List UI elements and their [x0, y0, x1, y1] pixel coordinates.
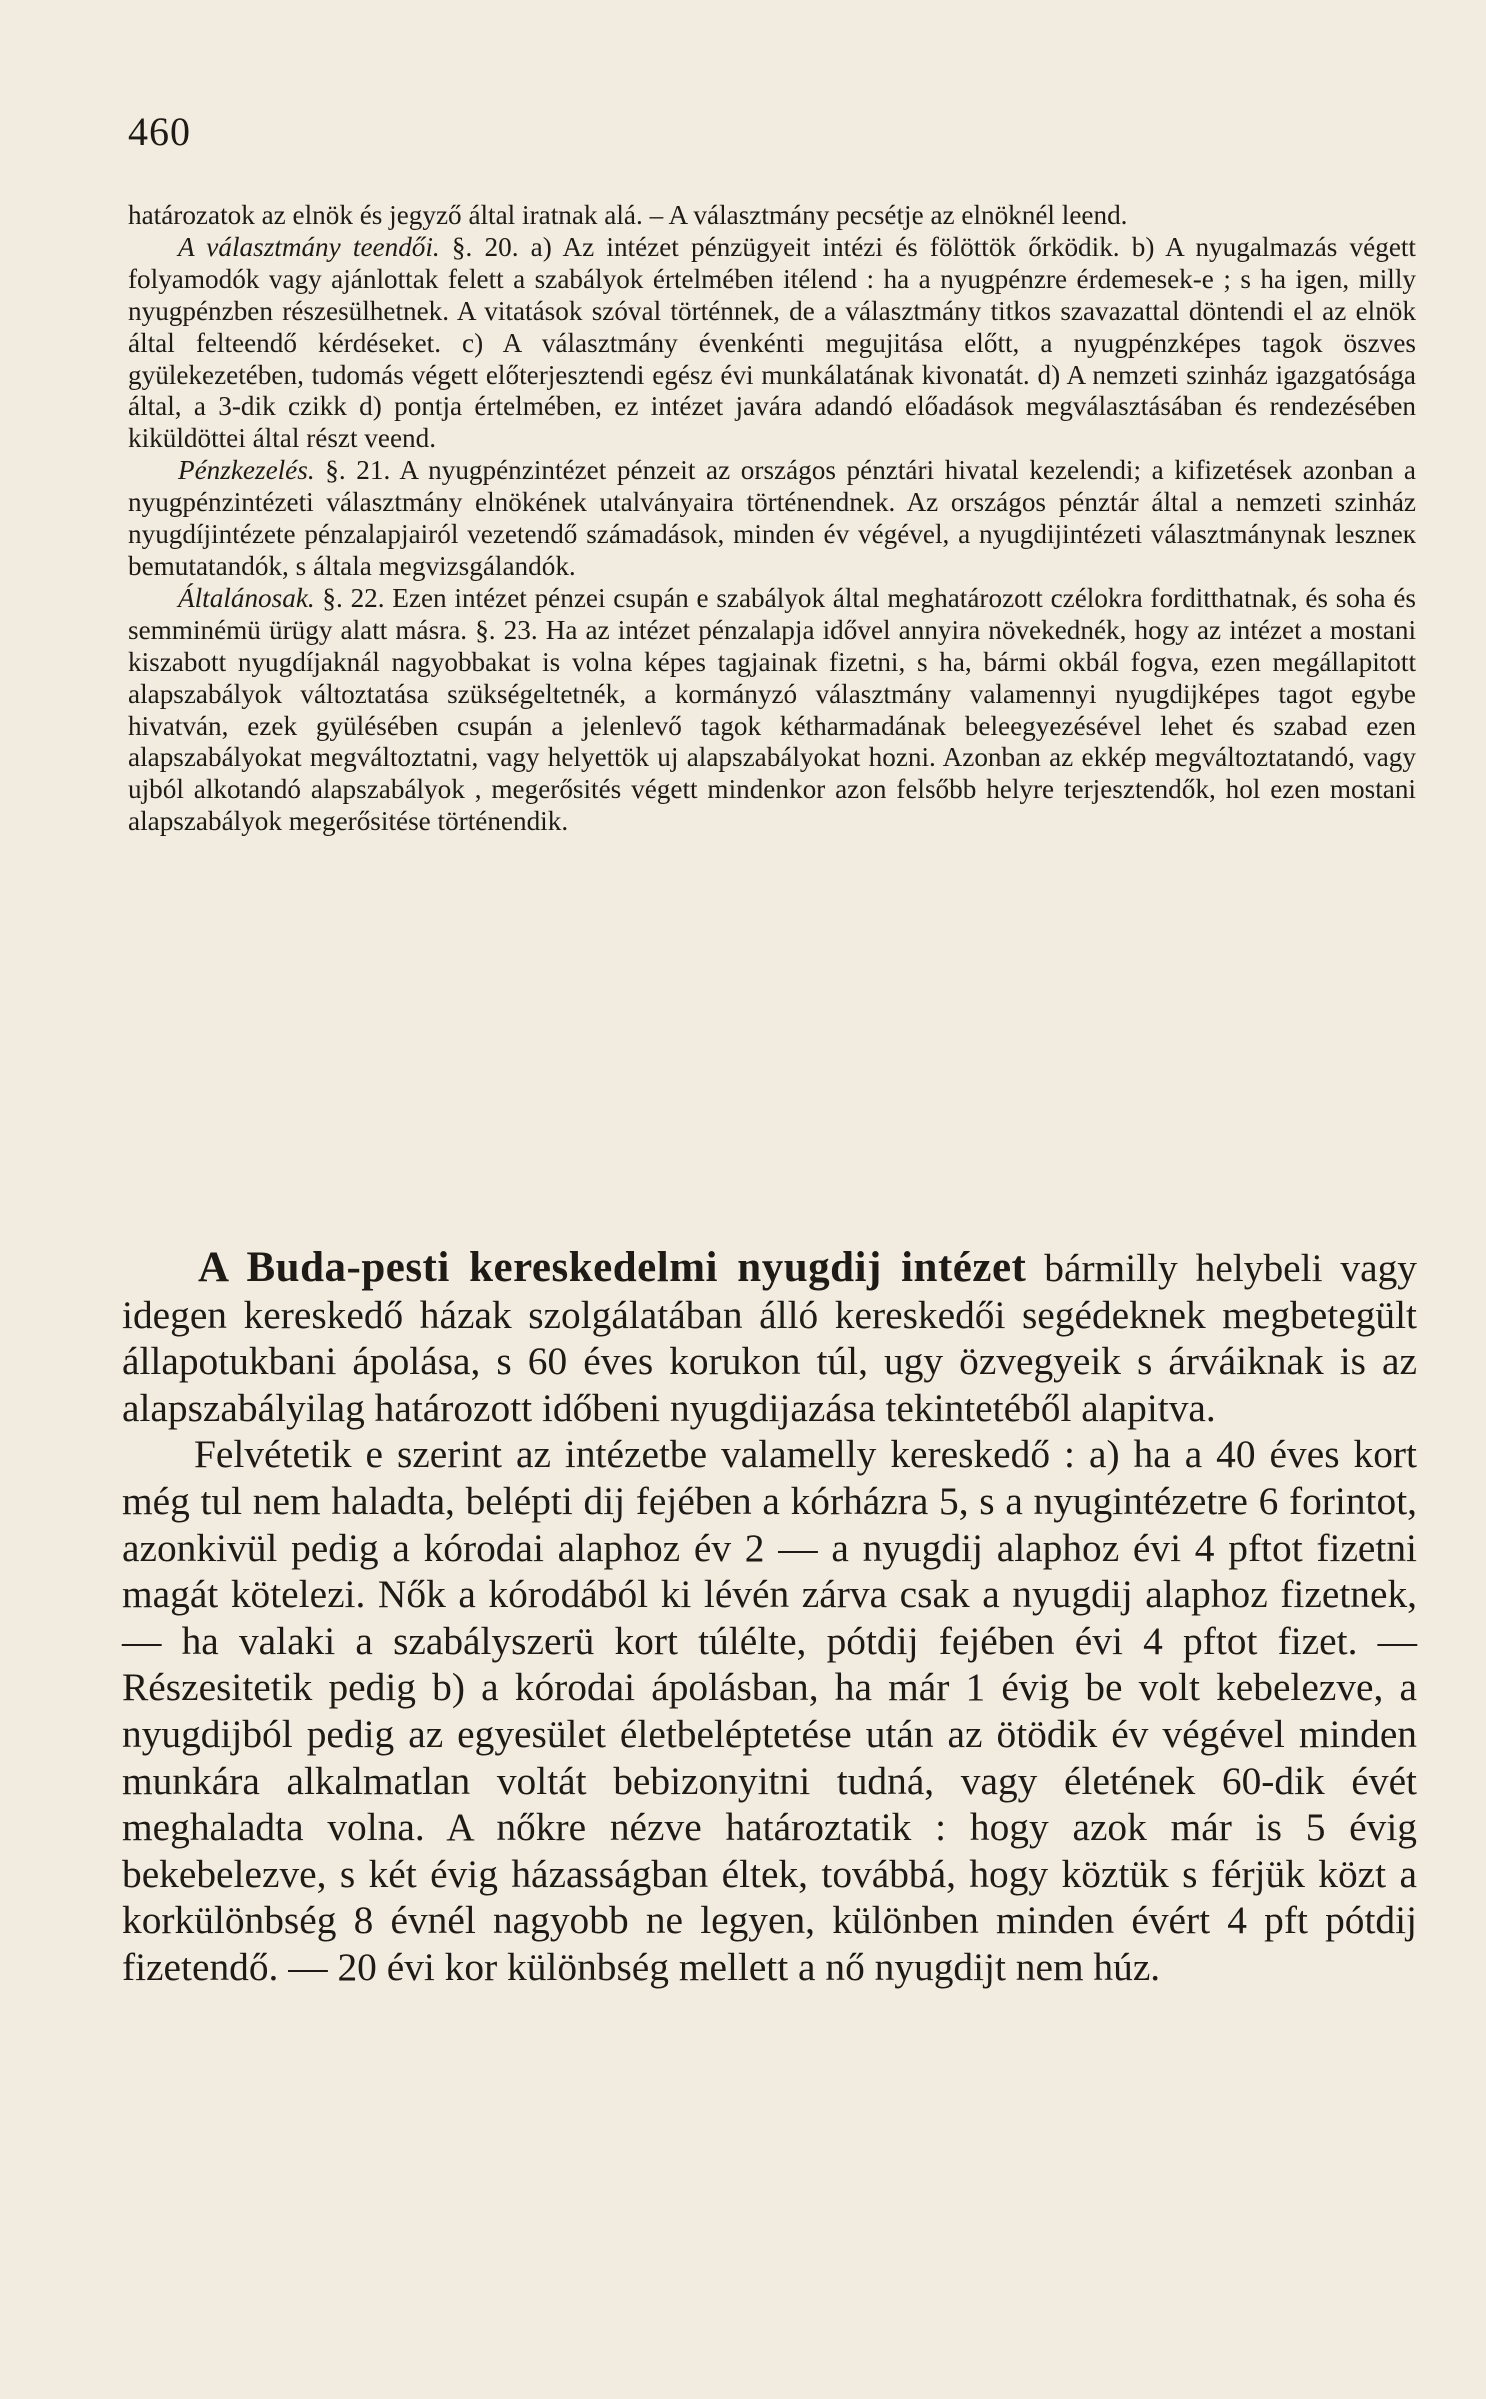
- section-lead-italic: Általánosak.: [178, 582, 315, 613]
- paragraph-admission-terms: [122, 1431, 1417, 1990]
- institute-heading: A Buda-pesti kereskedelmi nyugdij intézet: [198, 1244, 1027, 1291]
- paragraph-text: határozatok az elnök és jegyző által iratnak alá. – A választmány pecsétje az elnöknél leend.: [128, 200, 1128, 230]
- paragraph-text: §. 22. Ezen intézet pénzei csupán e szabályok által meghatározott czélokra forditthatnak, és soha és semminémü ürügy alatt másra. §. 23. Ha az intézet pénzalapja idővel annyira növekednék, hogy az intézet a mostani kiszabott nyugdíjaknál nagyobbakat is volna képes tagjainak fizetni, s ha, bármi okbál fogva, ezen megállapitott alapszabályok változtatása szükségeltetnék, a kormányzó választmány valamennyi nyugdijképes tagot egybe hivatván, ezek gyülésében csupán a jelenlevő tagok kétharmadának beleegyezésével lehet és szabad ezen alapszabályokat megváltoztatni, vagy helyettök uj alapszabályokat hozni. Azonban az ekkép megváltoztatandó, vagy ujból alkotandó alapszabályok , megerősités végett mindenkor azon felsőbb helyre terjesztendők, hol ezen mostani alapszabályok megerősitése történendik.: [128, 582, 1416, 837]
- paragraph-committee-duties: [128, 232, 1416, 455]
- paragraph-general: [128, 583, 1416, 838]
- paragraph-finances: [128, 455, 1416, 583]
- section-lead-italic: A választmány teendői.: [178, 231, 440, 262]
- paragraph-institute-intro: [122, 1245, 1417, 1431]
- paragraph-text: §. 21. A nyugpénzintézet pénzeit az országos pénztári hivatal kezelendi; a kifizetések azonban a nyugpénzintézeti választmány elnökének utalványaira történendnek. Az országos pénztár által a nemzeti szinház nyugdíjintézete pénzalapjairól vezetendő számadások, minden év végével, a nyugdijintézeti választmánynak leszneк bemutatandók, s általa megvizsgálandók.: [128, 455, 1416, 581]
- paragraph-text: Felvétetik e szerint az intézetbe valamelly kereskedő : a) ha a 40 éves kort még tul nem haladta, belépti dij fejében a kórházra 5, s a nyugintézetre 6 forintot, azonkivül pedig a kórodai alaphoz év 2 — a nyugdij alaphoz évi 4 pftot fizetni magát kötelezi. Nők a kórodából ki lévén zárva csak a nyugdij alaphoz fizetnek, — ha valaki a szabályszerü kort túlélte, pótdij fejében évi 4 pftot fizet. — Részesitetik pedig b) a kórodai ápolásban, ha már 1 évig be volt kebelezve, a nyugdijból pedig az egyesület életbeléptetése után az ötödik év végével minden munkára alkalmatlan voltát bebizonyitni tudná, vagy életének 60-dik évét meghaladta volna. A nőkre nézve határoztatik : hogy azok már is 5 évig bekebelezve, s két évig házasságban éltek, továbbá, hogy köztük s férjük közt a korkülönbség 8 évnél nagyobb ne legyen, különben minden évért 4 pft pótdij fizetendő. — 20 évi kor különbség mellett a nő nyugdijt nem húz.: [122, 1432, 1417, 1989]
- section-lead-italic: Pénzkezelés.: [178, 455, 315, 486]
- paragraph-signing: [128, 200, 1416, 232]
- paragraph-text: §. 20. a) Az intézet pénzügyeit intézi és fölöttök őrködik. b) A nyugalmazás végett folyamodók vagy ajánlottak felett a szabályok értelmében itélend : ha a nyugpénzre érdemesek-e ; s ha igen, milly nyugpénzben részesülhetnek. A vitatások szóval történnek, de a választmány titkos szavazattal döntendi el az elnök által felteendő kérdéseket. c) A választmány évenkénti megujitása előtt, a nyugpénzképes tagok öszves gyülekezetében, tudomás végett előterjesztendi egész évi munkálatának kivonatát. d) A nemzeti szinház igazgatósága által, a 3-dik czikk d) pontja értelmében, ez intézet javára adandó előadások megválasztásában és rendezésében kiküldöttei által részt veend.: [128, 231, 1416, 454]
- statute-section-small-print: [128, 200, 1416, 838]
- page-number: 460: [128, 109, 191, 154]
- paragraph-text: bármilly helybeli vagy idegen kereskedő házak szolgálatában álló kereskedői segédeknek megbetegült állapotukbani ápolása, s 60 éves korukon túl, ugy özvegyeik s árváiknak is az alapszabályilag határozott időbeni nyugdijazása tekintetéből alapitva.: [122, 1246, 1417, 1430]
- merchant-pension-section: [122, 1245, 1417, 1991]
